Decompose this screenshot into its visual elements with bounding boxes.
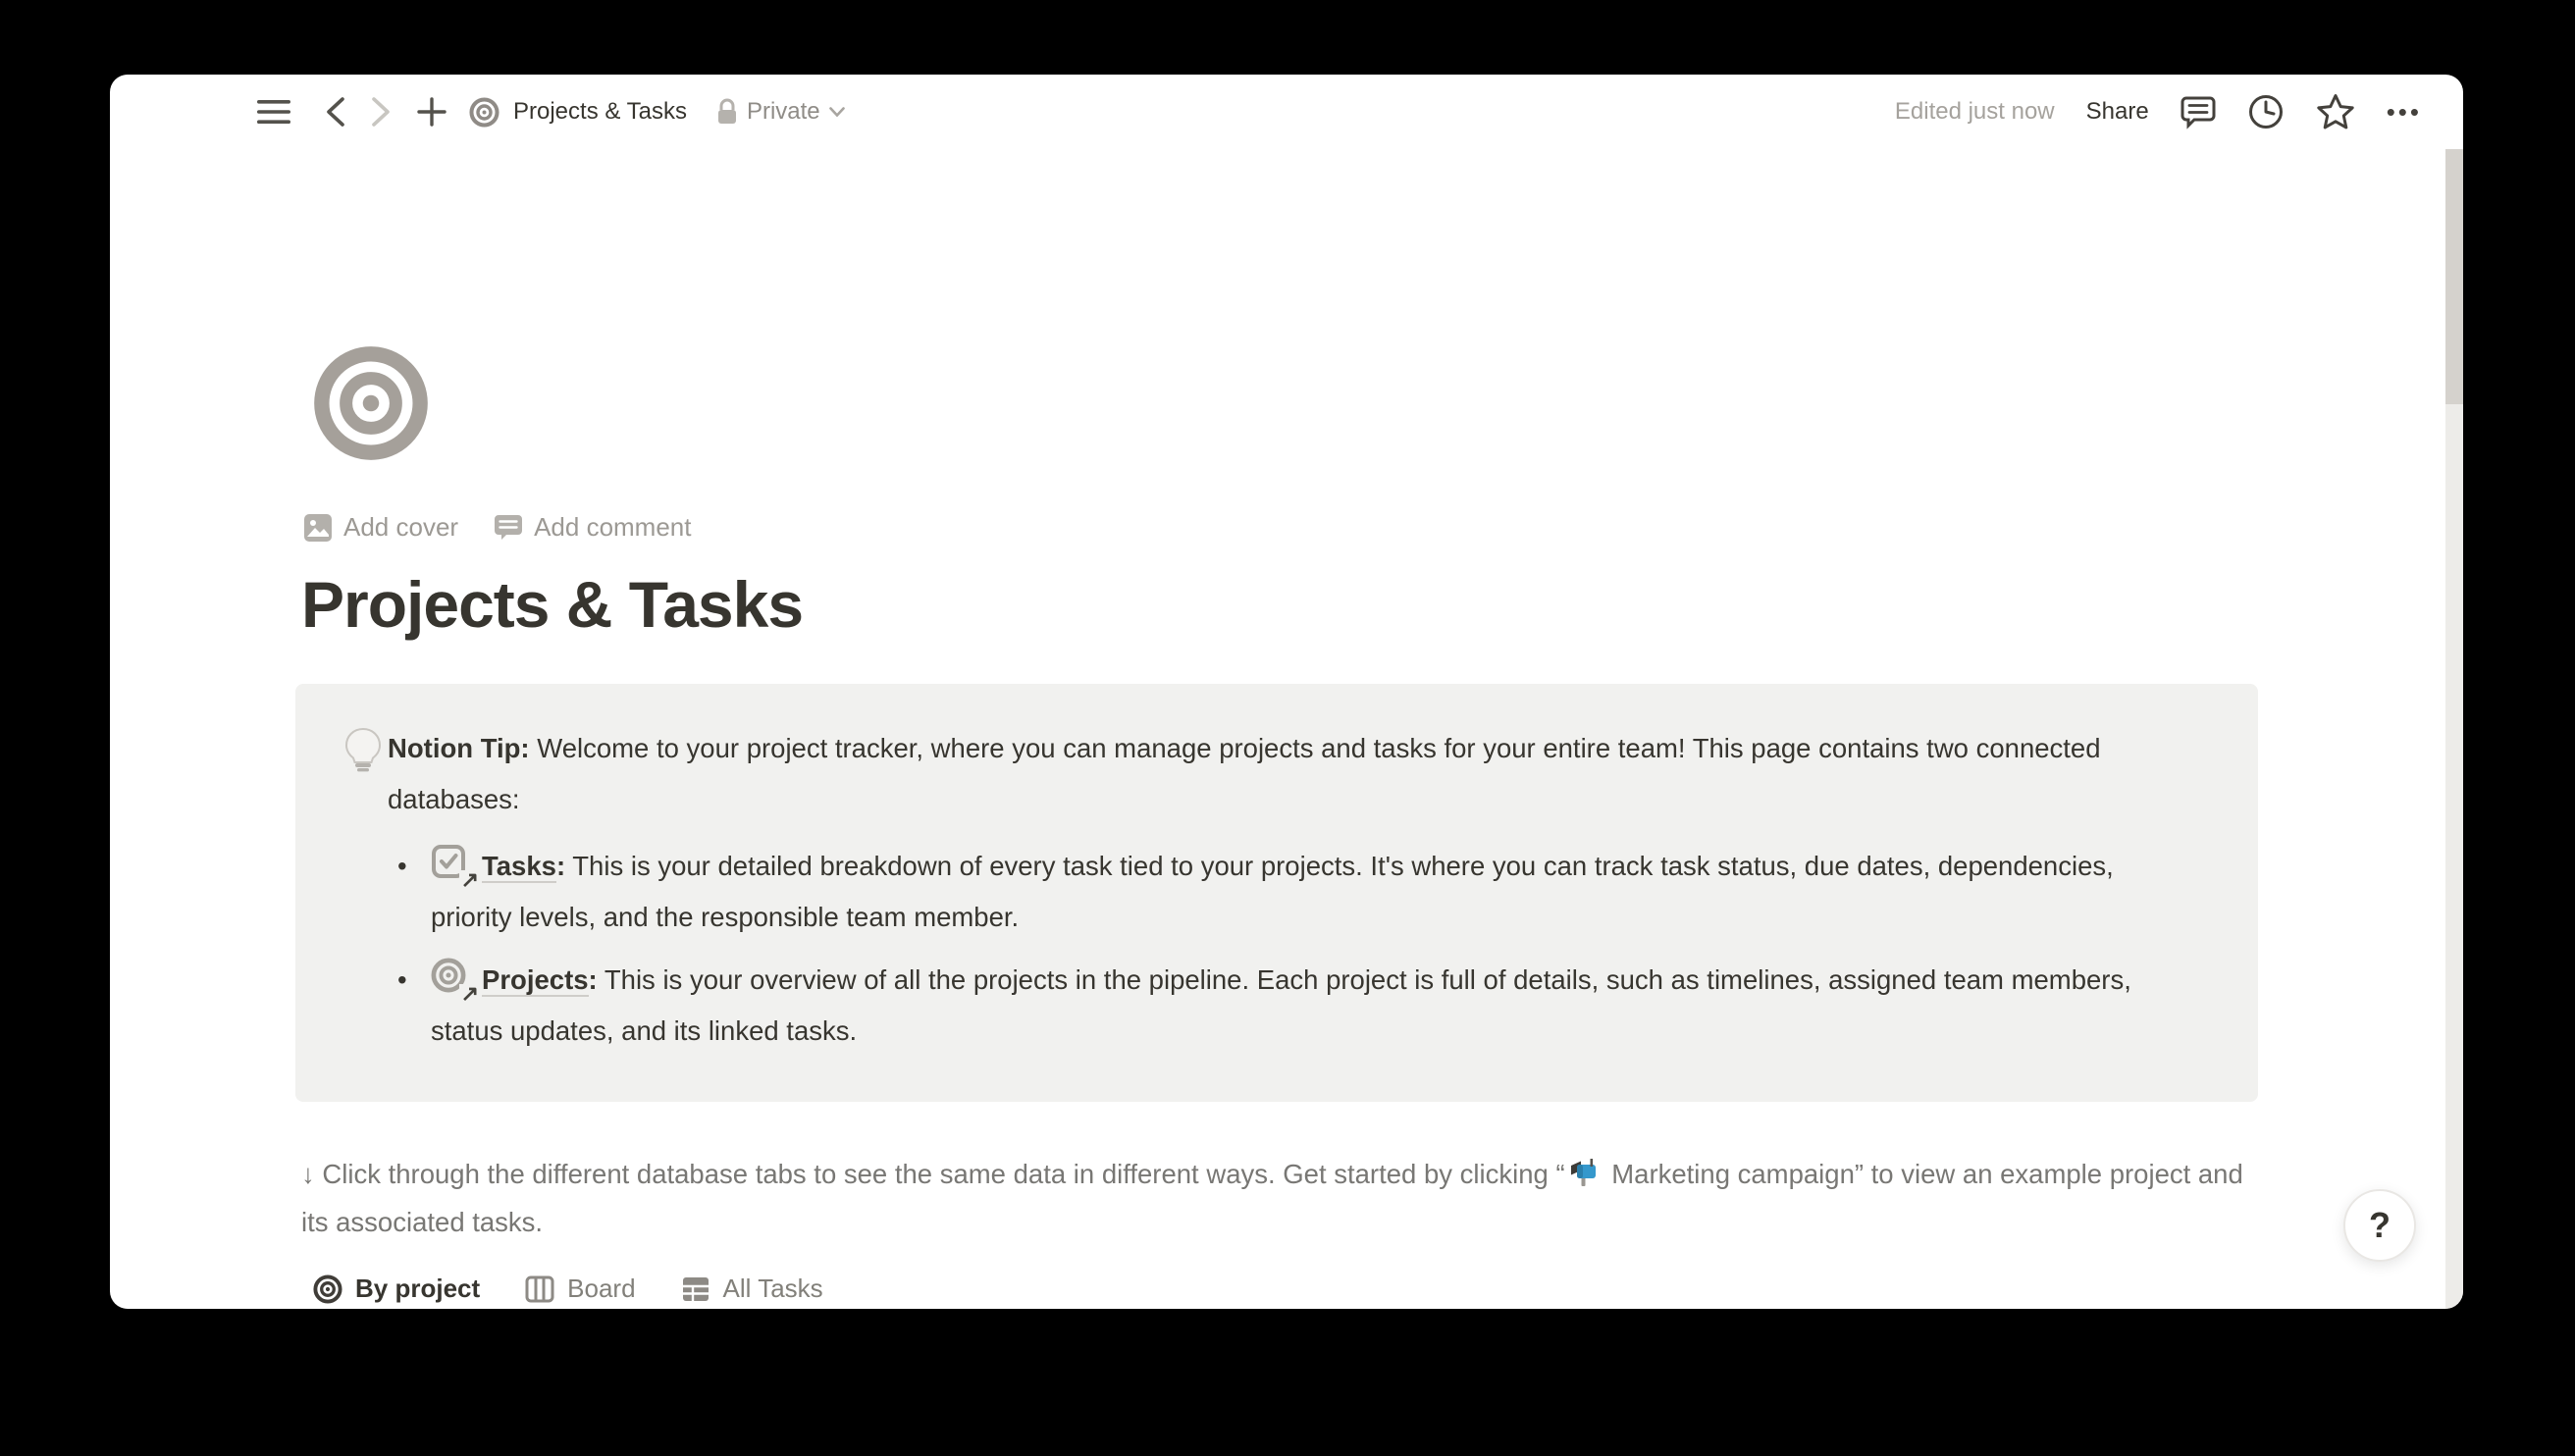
tab-board-label: Board	[567, 1274, 636, 1303]
back-icon[interactable]	[324, 96, 345, 128]
image-icon	[303, 513, 333, 543]
link-arrow-icon: • ↗	[460, 981, 479, 1006]
board-icon	[525, 1274, 554, 1304]
tab-by-project[interactable]	[313, 1274, 480, 1304]
callout-intro-text: Welcome to your project tracker, where you can manage projects and tasks for your entire team! This page contains two connected databases:	[388, 733, 2101, 814]
add-cover-label: Add cover	[343, 512, 459, 542]
page-icon-target[interactable]	[313, 345, 429, 461]
list-item-projects	[431, 955, 2138, 1057]
table-icon	[681, 1274, 710, 1304]
tab-all-tasks-label: All Tasks	[722, 1274, 823, 1303]
add-comment-label: Add comment	[534, 512, 692, 542]
lock-icon	[716, 98, 738, 126]
chevron-down-icon	[829, 107, 845, 118]
comments-icon[interactable]	[2181, 94, 2216, 130]
tasks-checkbox-link-icon	[431, 844, 479, 892]
instruction-text	[301, 1150, 2258, 1246]
callout-intro-bold: Notion Tip:	[388, 733, 530, 763]
privacy-menu[interactable]	[716, 98, 845, 126]
more-options-icon[interactable]: •••	[2386, 96, 2422, 127]
mailbox-emoji-icon	[1567, 1157, 1599, 1188]
favorite-star-icon[interactable]	[2316, 93, 2355, 130]
database-view-tabs	[313, 1274, 823, 1304]
scrollbar-thumb[interactable]	[2445, 149, 2463, 404]
add-cover-button[interactable]	[303, 512, 458, 543]
comment-icon	[494, 513, 523, 543]
sidebar-toggle-icon[interactable]	[257, 99, 290, 125]
privacy-label: Private	[746, 98, 820, 125]
share-button[interactable]: Share	[2085, 98, 2149, 125]
new-page-icon[interactable]	[416, 96, 447, 128]
add-comment-button[interactable]	[494, 512, 691, 543]
projects-colon: :	[588, 964, 598, 995]
projects-page-link[interactable]: Projects	[482, 964, 589, 995]
page-target-icon	[469, 97, 499, 128]
instruction-after: Marketing campaign” to view an example project and its associated tasks.	[301, 1159, 2243, 1237]
callout-intro	[388, 723, 2154, 825]
notion-tip-callout	[295, 684, 2258, 1102]
help-button[interactable]: ?	[2343, 1189, 2416, 1262]
forward-icon[interactable]	[371, 96, 393, 128]
link-arrow-icon: • ↗	[460, 867, 479, 892]
projects-description: This is your overview of all the projects in the pipeline. Each project is full of details, such as timelines, assigned team members, status updates, and its linked tasks.	[431, 964, 2131, 1046]
lightbulb-icon	[342, 727, 388, 772]
projects-target-link-icon	[431, 958, 479, 1006]
tab-all-tasks[interactable]	[681, 1274, 823, 1304]
target-icon	[313, 1274, 342, 1304]
page-title[interactable]: Projects & Tasks	[301, 568, 804, 641]
callout-list	[342, 841, 2209, 1057]
list-item-tasks	[431, 841, 2138, 943]
instruction-before: ↓ Click through the different database tabs to see the same data in different ways. Get started by clicking “	[301, 1159, 1565, 1189]
tasks-description: This is your detailed breakdown of every task tied to your projects. It's where you can track task status, due dates, dependencies, priority levels, and the responsible team member.	[431, 851, 2114, 932]
breadcrumb-title[interactable]: Projects & Tasks	[513, 98, 687, 125]
updates-clock-icon[interactable]	[2247, 93, 2285, 130]
tab-by-project-label: By project	[355, 1274, 481, 1303]
page-meta-actions	[303, 512, 691, 543]
tasks-colon: :	[555, 851, 566, 881]
tasks-page-link[interactable]: Tasks	[482, 851, 556, 881]
tab-board[interactable]	[525, 1274, 635, 1304]
edited-status: Edited just now	[1894, 98, 2055, 125]
scrollbar-track[interactable]	[2445, 149, 2463, 1309]
topbar	[110, 75, 2463, 149]
notion-window	[110, 75, 2463, 1309]
